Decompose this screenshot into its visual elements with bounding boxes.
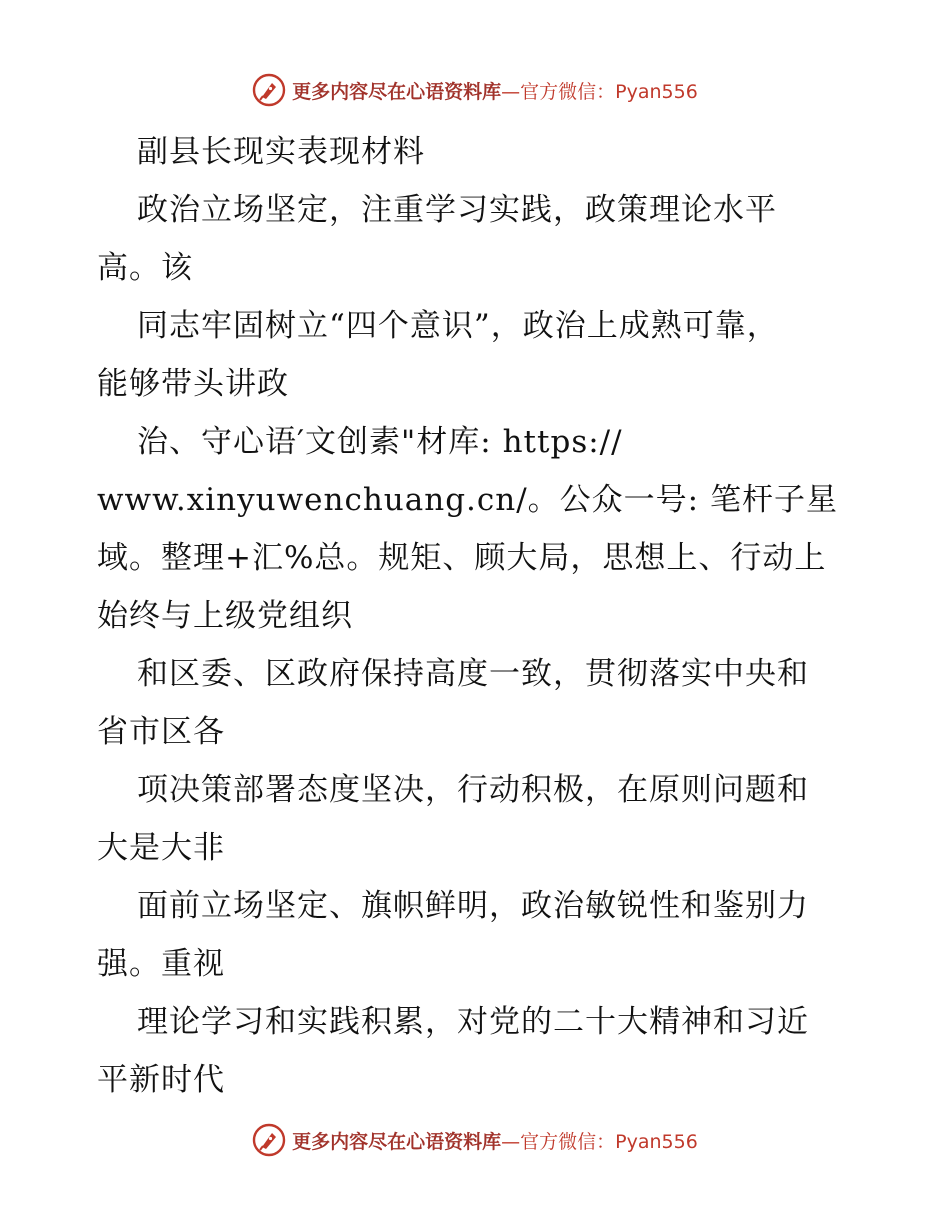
footer-banner xyxy=(0,1120,950,1160)
header-banner-rest: —官方微信：Pyan556 xyxy=(501,80,698,103)
text-line: 域。整理+汇%总。规矩、顾大局，思想上、行动上 xyxy=(97,540,827,576)
header-banner-strong: 更多内容尽在心语资料库 xyxy=(292,80,502,103)
document-title: 副县长现实表现材料 xyxy=(137,134,425,170)
header-banner xyxy=(0,70,950,110)
text-line: 能够带头讲政 xyxy=(97,366,289,402)
text-line: 强。重视 xyxy=(97,946,225,982)
text-line: www.xinyuwenchuang.cn/。公众一号: 笔杆子星 xyxy=(97,482,838,518)
text-line: 始终与上级党组织 xyxy=(97,598,353,634)
document-body xyxy=(97,123,867,1109)
text-line: 治、守心语′文创素"材库: https:// xyxy=(137,424,623,460)
text-line: 大是大非 xyxy=(97,830,225,866)
text-line: 省市区各 xyxy=(97,714,225,750)
pen-nib-logo-icon xyxy=(252,73,286,107)
text-line: 平新时代 xyxy=(97,1062,225,1098)
footer-banner-text xyxy=(292,1127,698,1154)
footer-banner-rest: —官方微信：Pyan556 xyxy=(501,1130,698,1153)
text-line: 面前立场坚定、旗帜鲜明，政治敏锐性和鉴别力 xyxy=(137,888,809,924)
text-line: 和区委、区政府保持高度一致，贯彻落实中央和 xyxy=(137,656,809,692)
text-line: 高。该 xyxy=(97,250,193,286)
footer-banner-strong: 更多内容尽在心语资料库 xyxy=(292,1130,502,1153)
text-line: 政治立场坚定，注重学习实践，政策理论水平 xyxy=(137,192,777,228)
pen-nib-logo-icon xyxy=(252,1123,286,1157)
text-line: 项决策部署态度坚决，行动积极，在原则问题和 xyxy=(137,772,809,808)
text-line: 同志牢固树立“四个意识”，政治上成熟可靠， xyxy=(137,308,779,344)
header-banner-text xyxy=(292,77,698,104)
text-line: 理论学习和实践积累，对党的二十大精神和习近 xyxy=(137,1004,809,1040)
